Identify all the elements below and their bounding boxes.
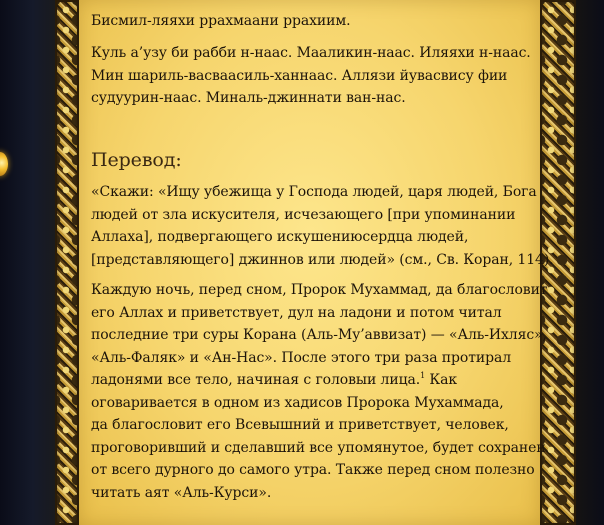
translation-paragraph (91, 181, 554, 271)
ornamental-border-left (55, 0, 79, 525)
translation-line: «Скажи: «Ищу убежища у Господа людей, царя людей, Бога (91, 184, 537, 200)
commentary-line: его Аллах и приветствует, дул на ладони и потом читал (91, 304, 502, 321)
commentary-line: проговоривший и сделавший все упомянутое, будет сохранен (91, 439, 546, 456)
verse-line: судуурин-наас. Миналь-джиннати ван-нас. (91, 90, 406, 106)
translation-title: Перевод: (91, 149, 182, 171)
commentary-paragraph (91, 279, 547, 504)
commentary-line: «Аль-Фаляк» и «Ан-Нас». После этого три раза протирал (91, 349, 512, 366)
translation-line: людей от зла искусителя, исчезающего [при упоминании (91, 206, 516, 223)
bismillah-heading: Бисмил-ляяхи ррахмаани ррахиим. (91, 13, 351, 29)
commentary-line: последние три суры Корана (Аль-Му’аввизат) — «Аль-Ихляс», (91, 327, 547, 343)
surah-transliteration (91, 42, 531, 110)
commentary-line: от всего дурного до самого утра. Также перед сном полезно (91, 462, 535, 478)
commentary-line: читать аят «Аль-Курси». (91, 484, 272, 501)
commentary-line (91, 369, 547, 392)
translation-line: [представляющего] джиннов или людей» (см., Св. Коран, 114). (91, 251, 554, 268)
commentary-line-tail: Как (425, 372, 458, 388)
footnote-marker: 1 (420, 371, 426, 380)
commentary-line-text: ладонями все тело, начиная с головыи лица. (91, 372, 421, 388)
left-dark-background (0, 0, 60, 525)
translation-line: Аллаха], подвергающего искушениюсердца людей, (91, 229, 469, 245)
right-dark-background (576, 0, 604, 525)
parchment-panel (79, 0, 554, 525)
commentary-line: да благословит его Всевышний и приветствует, человек, (91, 417, 509, 433)
commentary-line: Каждую ночь, перед сном, Пророк Мухаммад, да благословит (91, 282, 548, 298)
verse-line: Куль а’узу би рабби н-наас. Мааликин-наас. Иляяхи н-наас. (91, 45, 531, 61)
commentary-line: оговаривается в одном из хадисов Пророка Мухаммада, (91, 394, 504, 411)
verse-line: Мин шариль-васваасиль-ханнаас. Аллязи йувасвису фии (91, 67, 508, 84)
